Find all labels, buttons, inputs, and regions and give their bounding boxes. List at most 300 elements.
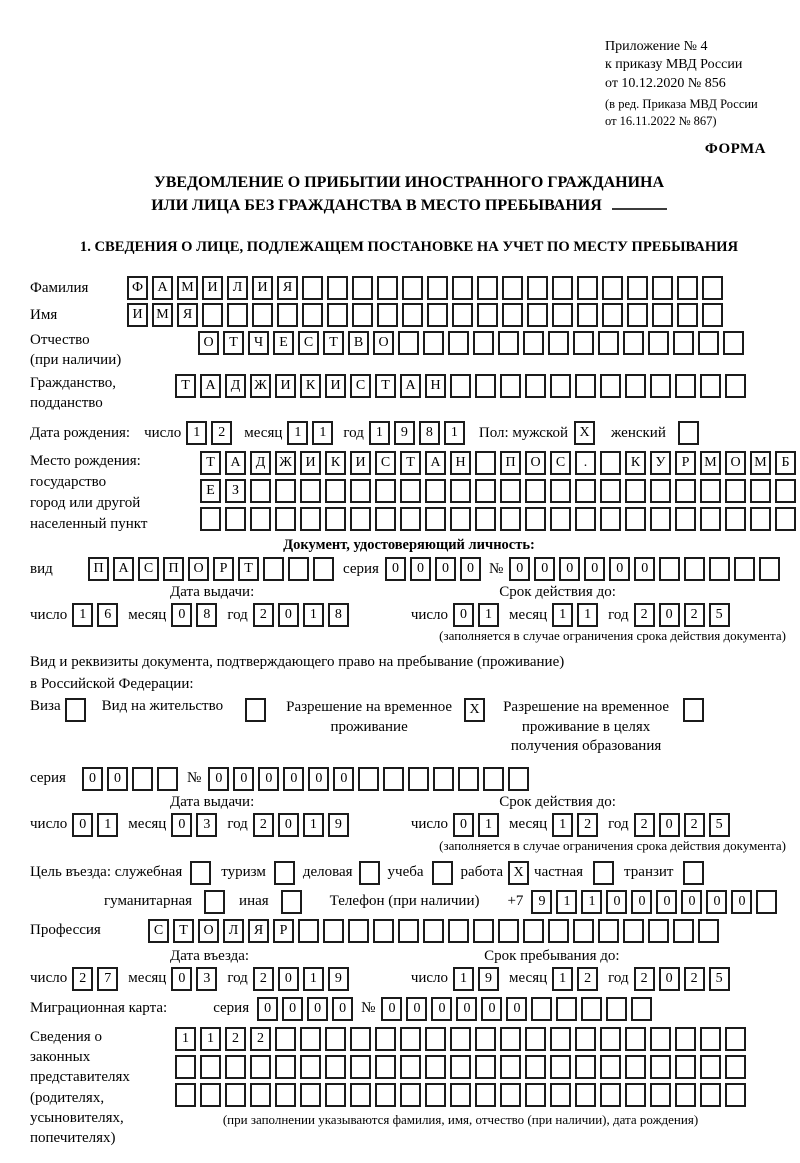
cell[interactable]: [650, 1083, 671, 1107]
cell[interactable]: [281, 890, 302, 914]
cell[interactable]: [575, 1055, 596, 1079]
cell[interactable]: Ж: [275, 451, 296, 475]
cell[interactable]: Т: [323, 331, 344, 355]
cell[interactable]: [274, 861, 295, 885]
cell[interactable]: 0: [278, 967, 299, 991]
cell[interactable]: [725, 1055, 746, 1079]
cell[interactable]: 6: [97, 603, 118, 627]
cell[interactable]: [327, 276, 348, 300]
cell[interactable]: [625, 479, 646, 503]
cell[interactable]: [200, 507, 221, 531]
cell[interactable]: 7: [97, 967, 118, 991]
cell[interactable]: А: [200, 374, 221, 398]
cell[interactable]: [500, 479, 521, 503]
cell[interactable]: [675, 374, 696, 398]
cell[interactable]: [525, 479, 546, 503]
cell[interactable]: 0: [659, 967, 680, 991]
cell[interactable]: С: [148, 919, 169, 943]
cell[interactable]: 0: [171, 603, 192, 627]
cell[interactable]: 0: [107, 767, 128, 791]
cell[interactable]: [325, 507, 346, 531]
cell[interactable]: 0: [435, 557, 456, 581]
cell[interactable]: [448, 331, 469, 355]
cell[interactable]: [475, 479, 496, 503]
cell[interactable]: И: [202, 276, 223, 300]
cell[interactable]: [527, 303, 548, 327]
cell[interactable]: [300, 1055, 321, 1079]
cell[interactable]: 0: [171, 813, 192, 837]
cell[interactable]: [527, 276, 548, 300]
cell[interactable]: П: [500, 451, 521, 475]
cell[interactable]: [750, 507, 771, 531]
cell[interactable]: 0: [681, 890, 702, 914]
cell[interactable]: 0: [481, 997, 502, 1021]
cell[interactable]: [593, 861, 614, 885]
cell[interactable]: М: [177, 276, 198, 300]
cell[interactable]: Р: [213, 557, 234, 581]
cell[interactable]: И: [325, 374, 346, 398]
cell[interactable]: [275, 1027, 296, 1051]
cell[interactable]: [375, 1055, 396, 1079]
cell[interactable]: 1: [312, 421, 333, 445]
cell[interactable]: [450, 374, 471, 398]
cell[interactable]: [398, 331, 419, 355]
cell[interactable]: [477, 276, 498, 300]
cell[interactable]: [375, 1083, 396, 1107]
cell[interactable]: [550, 1027, 571, 1051]
cell[interactable]: [677, 276, 698, 300]
cell[interactable]: [548, 331, 569, 355]
cell[interactable]: Т: [375, 374, 396, 398]
cell[interactable]: [200, 1055, 221, 1079]
cell[interactable]: В: [348, 331, 369, 355]
cell[interactable]: [302, 303, 323, 327]
cell[interactable]: [348, 919, 369, 943]
cell[interactable]: [275, 479, 296, 503]
cell[interactable]: 0: [385, 557, 406, 581]
cell[interactable]: 3: [196, 813, 217, 837]
cell[interactable]: [450, 1027, 471, 1051]
cell[interactable]: [625, 1083, 646, 1107]
cell[interactable]: [458, 767, 479, 791]
cell[interactable]: 0: [208, 767, 229, 791]
cell[interactable]: Ж: [250, 374, 271, 398]
cell[interactable]: [550, 479, 571, 503]
cell[interactable]: С: [375, 451, 396, 475]
cell[interactable]: [225, 1083, 246, 1107]
cell[interactable]: И: [252, 276, 273, 300]
cell[interactable]: [475, 1055, 496, 1079]
cell[interactable]: Р: [675, 451, 696, 475]
cell[interactable]: [275, 1083, 296, 1107]
cell[interactable]: X: [574, 421, 595, 445]
cell[interactable]: Т: [200, 451, 221, 475]
cell[interactable]: [675, 1055, 696, 1079]
cell[interactable]: 0: [258, 767, 279, 791]
cell[interactable]: [700, 374, 721, 398]
cell[interactable]: [425, 507, 446, 531]
cell[interactable]: [300, 1083, 321, 1107]
cell[interactable]: [702, 276, 723, 300]
cell[interactable]: [573, 331, 594, 355]
cell[interactable]: 9: [531, 890, 552, 914]
cell[interactable]: [723, 331, 744, 355]
cell[interactable]: [775, 507, 796, 531]
cell[interactable]: [678, 421, 699, 445]
cell[interactable]: 1: [369, 421, 390, 445]
cell[interactable]: 2: [253, 967, 274, 991]
cell[interactable]: [375, 479, 396, 503]
cell[interactable]: 0: [609, 557, 630, 581]
cell[interactable]: [500, 374, 521, 398]
cell[interactable]: [625, 507, 646, 531]
cell[interactable]: П: [88, 557, 109, 581]
cell[interactable]: [373, 919, 394, 943]
cell[interactable]: К: [300, 374, 321, 398]
cell[interactable]: 2: [634, 967, 655, 991]
cell[interactable]: [550, 1083, 571, 1107]
cell[interactable]: Ф: [127, 276, 148, 300]
cell[interactable]: [263, 557, 284, 581]
cell[interactable]: [675, 507, 696, 531]
cell[interactable]: А: [225, 451, 246, 475]
cell[interactable]: [427, 276, 448, 300]
cell[interactable]: [302, 276, 323, 300]
cell[interactable]: [698, 919, 719, 943]
cell[interactable]: [652, 303, 673, 327]
cell[interactable]: [648, 331, 669, 355]
cell[interactable]: [448, 919, 469, 943]
cell[interactable]: [358, 767, 379, 791]
cell[interactable]: [204, 890, 225, 914]
cell[interactable]: [500, 1083, 521, 1107]
cell[interactable]: 2: [225, 1027, 246, 1051]
cell[interactable]: И: [300, 451, 321, 475]
cell[interactable]: [700, 1083, 721, 1107]
cell[interactable]: 0: [257, 997, 278, 1021]
cell[interactable]: Т: [238, 557, 259, 581]
cell[interactable]: [450, 507, 471, 531]
cell[interactable]: 2: [577, 813, 598, 837]
cell[interactable]: Я: [177, 303, 198, 327]
cell[interactable]: 0: [534, 557, 555, 581]
cell[interactable]: 0: [171, 967, 192, 991]
cell[interactable]: [575, 479, 596, 503]
cell[interactable]: 0: [453, 813, 474, 837]
cell[interactable]: 2: [253, 603, 274, 627]
cell[interactable]: [756, 890, 777, 914]
cell[interactable]: [673, 919, 694, 943]
cell[interactable]: [298, 919, 319, 943]
cell[interactable]: 0: [731, 890, 752, 914]
cell[interactable]: 0: [381, 997, 402, 1021]
cell[interactable]: 0: [233, 767, 254, 791]
cell[interactable]: [523, 331, 544, 355]
cell[interactable]: [683, 861, 704, 885]
cell[interactable]: 2: [250, 1027, 271, 1051]
cell[interactable]: 1: [581, 890, 602, 914]
cell[interactable]: X: [464, 698, 485, 722]
cell[interactable]: И: [350, 451, 371, 475]
cell[interactable]: [325, 479, 346, 503]
cell[interactable]: 0: [82, 767, 103, 791]
cell[interactable]: [402, 303, 423, 327]
cell[interactable]: 0: [333, 767, 354, 791]
cell[interactable]: 1: [577, 603, 598, 627]
cell[interactable]: [700, 479, 721, 503]
cell[interactable]: 9: [328, 967, 349, 991]
cell[interactable]: [525, 374, 546, 398]
cell[interactable]: [452, 276, 473, 300]
cell[interactable]: [350, 1027, 371, 1051]
cell[interactable]: [575, 374, 596, 398]
cell[interactable]: О: [198, 919, 219, 943]
cell[interactable]: [650, 374, 671, 398]
cell[interactable]: З: [225, 479, 246, 503]
cell[interactable]: 0: [656, 890, 677, 914]
cell[interactable]: Т: [175, 374, 196, 398]
cell[interactable]: 0: [706, 890, 727, 914]
cell[interactable]: [525, 507, 546, 531]
cell[interactable]: [225, 1055, 246, 1079]
cell[interactable]: 2: [211, 421, 232, 445]
cell[interactable]: О: [525, 451, 546, 475]
cell[interactable]: [573, 919, 594, 943]
cell[interactable]: [550, 1055, 571, 1079]
cell[interactable]: 1: [303, 813, 324, 837]
cell[interactable]: [157, 767, 178, 791]
cell[interactable]: [433, 767, 454, 791]
cell[interactable]: [600, 1083, 621, 1107]
cell[interactable]: [500, 1027, 521, 1051]
cell[interactable]: 0: [606, 890, 627, 914]
cell[interactable]: [550, 507, 571, 531]
cell[interactable]: [400, 1055, 421, 1079]
cell[interactable]: [252, 303, 273, 327]
cell[interactable]: 0: [659, 603, 680, 627]
cell[interactable]: 1: [552, 967, 573, 991]
cell[interactable]: Д: [225, 374, 246, 398]
cell[interactable]: С: [138, 557, 159, 581]
cell[interactable]: 0: [283, 767, 304, 791]
cell[interactable]: [400, 1083, 421, 1107]
cell[interactable]: А: [425, 451, 446, 475]
cell[interactable]: [600, 507, 621, 531]
cell[interactable]: [659, 557, 680, 581]
cell[interactable]: [625, 374, 646, 398]
cell[interactable]: 1: [444, 421, 465, 445]
cell[interactable]: К: [625, 451, 646, 475]
cell[interactable]: [423, 331, 444, 355]
cell[interactable]: С: [298, 331, 319, 355]
cell[interactable]: [250, 507, 271, 531]
cell[interactable]: [350, 1055, 371, 1079]
cell[interactable]: [606, 997, 627, 1021]
cell[interactable]: 1: [478, 603, 499, 627]
cell[interactable]: М: [152, 303, 173, 327]
cell[interactable]: [684, 557, 705, 581]
cell[interactable]: [377, 276, 398, 300]
cell[interactable]: [698, 331, 719, 355]
cell[interactable]: 1: [556, 890, 577, 914]
cell[interactable]: 0: [509, 557, 530, 581]
cell[interactable]: [300, 479, 321, 503]
cell[interactable]: [245, 698, 266, 722]
cell[interactable]: 0: [410, 557, 431, 581]
cell[interactable]: [709, 557, 730, 581]
cell[interactable]: [325, 1055, 346, 1079]
cell[interactable]: У: [650, 451, 671, 475]
cell[interactable]: Т: [400, 451, 421, 475]
cell[interactable]: [600, 451, 621, 475]
cell[interactable]: 1: [453, 967, 474, 991]
cell[interactable]: [725, 479, 746, 503]
cell[interactable]: А: [113, 557, 134, 581]
cell[interactable]: Я: [248, 919, 269, 943]
cell[interactable]: [556, 997, 577, 1021]
cell[interactable]: [675, 1083, 696, 1107]
cell[interactable]: 0: [456, 997, 477, 1021]
cell[interactable]: [525, 1027, 546, 1051]
cell[interactable]: 9: [328, 813, 349, 837]
cell[interactable]: 0: [559, 557, 580, 581]
cell[interactable]: 0: [282, 997, 303, 1021]
cell[interactable]: 0: [406, 997, 427, 1021]
cell[interactable]: Ч: [248, 331, 269, 355]
cell[interactable]: [627, 303, 648, 327]
cell[interactable]: [750, 479, 771, 503]
cell[interactable]: [525, 1055, 546, 1079]
cell[interactable]: [250, 1083, 271, 1107]
cell[interactable]: 0: [631, 890, 652, 914]
cell[interactable]: 0: [308, 767, 329, 791]
cell[interactable]: 9: [478, 967, 499, 991]
cell[interactable]: [600, 374, 621, 398]
cell[interactable]: [508, 767, 529, 791]
cell[interactable]: .: [575, 451, 596, 475]
cell[interactable]: [475, 374, 496, 398]
cell[interactable]: [502, 276, 523, 300]
cell[interactable]: [577, 303, 598, 327]
cell[interactable]: [625, 1027, 646, 1051]
cell[interactable]: 2: [253, 813, 274, 837]
cell[interactable]: Д: [250, 451, 271, 475]
cell[interactable]: [602, 303, 623, 327]
cell[interactable]: Л: [227, 276, 248, 300]
cell[interactable]: [623, 919, 644, 943]
cell[interactable]: [725, 507, 746, 531]
cell[interactable]: 1: [186, 421, 207, 445]
cell[interactable]: [700, 507, 721, 531]
cell[interactable]: [502, 303, 523, 327]
cell[interactable]: П: [163, 557, 184, 581]
cell[interactable]: [408, 767, 429, 791]
cell[interactable]: И: [275, 374, 296, 398]
cell[interactable]: [402, 276, 423, 300]
cell[interactable]: [250, 1055, 271, 1079]
cell[interactable]: 0: [453, 603, 474, 627]
cell[interactable]: 9: [394, 421, 415, 445]
cell[interactable]: [452, 303, 473, 327]
cell[interactable]: [600, 479, 621, 503]
cell[interactable]: [627, 276, 648, 300]
cell[interactable]: [398, 919, 419, 943]
cell[interactable]: 2: [634, 603, 655, 627]
cell[interactable]: [325, 1027, 346, 1051]
cell[interactable]: Б: [775, 451, 796, 475]
cell[interactable]: 0: [584, 557, 605, 581]
cell[interactable]: 5: [709, 967, 730, 991]
cell[interactable]: [650, 1055, 671, 1079]
cell[interactable]: [602, 276, 623, 300]
cell[interactable]: [575, 507, 596, 531]
cell[interactable]: [352, 303, 373, 327]
cell[interactable]: М: [750, 451, 771, 475]
cell[interactable]: [350, 507, 371, 531]
cell[interactable]: X: [508, 861, 529, 885]
cell[interactable]: [702, 303, 723, 327]
cell[interactable]: [648, 919, 669, 943]
cell[interactable]: [675, 1027, 696, 1051]
cell[interactable]: 1: [97, 813, 118, 837]
cell[interactable]: [377, 303, 398, 327]
cell[interactable]: [475, 1083, 496, 1107]
cell[interactable]: 0: [332, 997, 353, 1021]
cell[interactable]: [525, 1083, 546, 1107]
cell[interactable]: [423, 919, 444, 943]
cell[interactable]: [313, 557, 334, 581]
cell[interactable]: 1: [175, 1027, 196, 1051]
cell[interactable]: Е: [200, 479, 221, 503]
cell[interactable]: [673, 331, 694, 355]
cell[interactable]: [475, 507, 496, 531]
cell[interactable]: [725, 1083, 746, 1107]
cell[interactable]: [652, 276, 673, 300]
cell[interactable]: [132, 767, 153, 791]
cell[interactable]: 8: [328, 603, 349, 627]
cell[interactable]: А: [400, 374, 421, 398]
cell[interactable]: [250, 479, 271, 503]
cell[interactable]: [552, 303, 573, 327]
cell[interactable]: Р: [273, 919, 294, 943]
cell[interactable]: 5: [709, 603, 730, 627]
cell[interactable]: [202, 303, 223, 327]
cell[interactable]: [577, 276, 598, 300]
cell[interactable]: [275, 1055, 296, 1079]
cell[interactable]: [450, 1083, 471, 1107]
cell[interactable]: [225, 507, 246, 531]
cell[interactable]: [623, 331, 644, 355]
cell[interactable]: 2: [634, 813, 655, 837]
cell[interactable]: 8: [419, 421, 440, 445]
cell[interactable]: [425, 1083, 446, 1107]
cell[interactable]: 1: [287, 421, 308, 445]
cell[interactable]: О: [198, 331, 219, 355]
cell[interactable]: [375, 1027, 396, 1051]
cell[interactable]: [700, 1055, 721, 1079]
cell[interactable]: 5: [709, 813, 730, 837]
cell[interactable]: [450, 479, 471, 503]
cell[interactable]: [327, 303, 348, 327]
cell[interactable]: 1: [303, 967, 324, 991]
cell[interactable]: [759, 557, 780, 581]
cell[interactable]: 0: [506, 997, 527, 1021]
cell[interactable]: [300, 1027, 321, 1051]
cell[interactable]: Н: [450, 451, 471, 475]
cell[interactable]: [552, 276, 573, 300]
cell[interactable]: [625, 1055, 646, 1079]
cell[interactable]: [475, 1027, 496, 1051]
